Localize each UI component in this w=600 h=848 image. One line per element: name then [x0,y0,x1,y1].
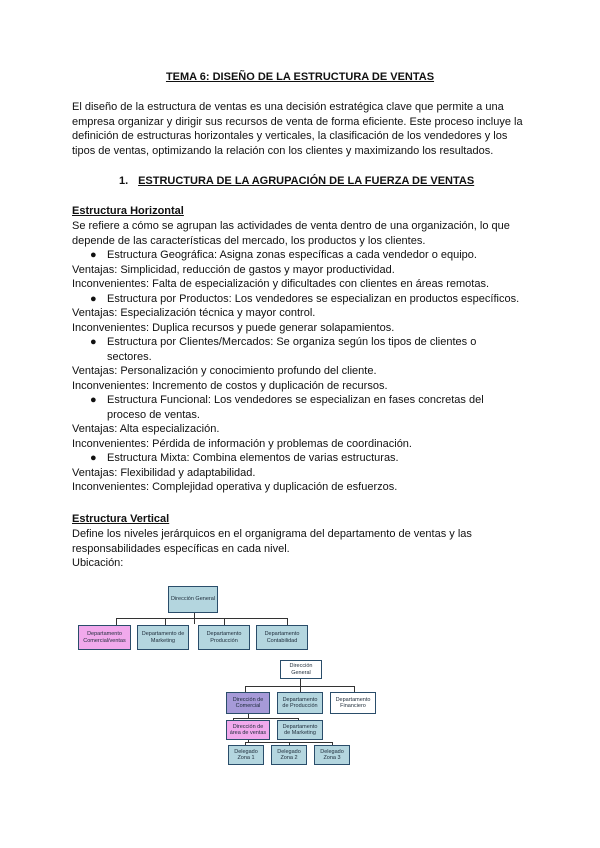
org2-commercial-box: Dirección de Comercial [226,692,270,714]
intro-line: definición de estructuras horizontales y verticales, la clasificación de los vendedores y los [72,130,508,142]
section-title: ESTRUCTURA DE LA AGRUPACIÓN DE LA FUERZA DE VENTAS [138,175,475,187]
org1-root-box: Dirección General [168,586,218,613]
horizontal-description-line: depende de las características del mercado, los productos y los clientes. [72,234,426,247]
intro-line: El diseño de la estructura de ventas es una decisión estratégica clave que permite a una [72,101,504,113]
bullet-text: Estructura Mixta: Combina elementos de varias estructuras. [107,452,399,464]
ubicacion-label: Ubicación: [72,557,124,569]
bullet-text: Estructura Geográfica: Asigna zonas específicas a cada vendedor o equipo. [107,249,477,261]
vertical-description-line: responsabilidades específicas en cada nivel. [72,542,290,555]
bullet-text: Estructura por Productos: Los vendedores se especializan en productos específicos. [107,292,520,305]
bullet-dot-icon: ● [90,336,97,348]
bullet-dot-icon: ● [90,394,97,406]
org2-root-box: Dirección General [280,660,322,679]
org2-zone1-box: Delegado Zona 1 [228,745,264,765]
inconvenientes-text: Inconvenientes: Complejidad operativa y duplicación de esfuerzos. [72,481,398,493]
org2-zone2-box: Delegado Zona 2 [271,745,307,765]
inconvenientes-text: Inconvenientes: Incremento de costos y duplicación de recursos. [72,379,388,392]
bullet-text: proceso de ventas. [107,408,200,421]
document-title: TEMA 6: DISEÑO DE LA ESTRUCTURA DE VENTAS [165,71,435,83]
horizontal-description-line: Se refiere a cómo se agrupan las actividades de venta dentro de una organización, lo que [72,220,510,232]
bullet-text: Estructura por Clientes/Mercados: Se organiza según los tipos de clientes o [107,336,477,348]
bullet-text: sectores. [107,350,152,363]
inconvenientes-text: Inconvenientes: Duplica recursos y puede generar solapamientos. [72,321,395,334]
org2-production-box: Departamento de Producción [277,692,323,714]
bullet-dot-icon: ● [90,452,97,464]
inconvenientes-text: Inconvenientes: Falta de especialización y dificultades con clientes en áreas remotas. [72,278,490,290]
ventajas-text: Ventajas: Flexibilidad y adaptabilidad. [72,466,256,479]
section-number: 1. [119,175,129,187]
ventajas-text: Ventajas: Especialización técnica y mayor control. [72,307,316,319]
org2-zone3-box: Delegado Zona 3 [314,745,350,765]
inconvenientes-text: Inconvenientes: Pérdida de información y problemas de coordinación. [72,437,412,450]
bullet-dot-icon: ● [90,249,97,261]
ventajas-text: Ventajas: Simplicidad, reducción de gastos y mayor productividad. [72,263,395,276]
org2-financial-box: Departamento Financiero [330,692,376,714]
vertical-description-line: Define los niveles jerárquicos en el organigrama del departamento de ventas y las [72,528,472,540]
org2-sales-area-box: Dirección de área de ventas [226,720,270,740]
org2-marketing-box: Departamento de Marketing [277,720,323,740]
horizontal-heading: Estructura Horizontal [72,205,184,217]
bullet-text: Estructura Funcional: Los vendedores se especializan en fases concretas del [107,394,484,406]
ventajas-text: Ventajas: Personalización y conocimiento profundo del cliente. [72,365,377,377]
vertical-heading: Estructura Vertical [72,513,170,525]
connector-line [233,718,299,719]
org1-commercial-box: Departamento Comercial/ventas [78,625,131,650]
bullet-dot-icon: ● [90,292,97,305]
org1-marketing-box: Departamento de Marketing [137,625,189,650]
org1-production-box: Departamento Producción [198,625,250,650]
intro-line: tipos de ventas, optimizando la relación con los clientes y maximizando los resultados. [72,144,494,157]
intro-line: empresa organizar y dirigir sus recursos de venta de forma eficiente. Este proceso incluye la [72,115,523,128]
org1-accounting-box: Departamento Contabilidad [256,625,308,650]
ventajas-text: Ventajas: Alta especialización. [72,423,220,435]
